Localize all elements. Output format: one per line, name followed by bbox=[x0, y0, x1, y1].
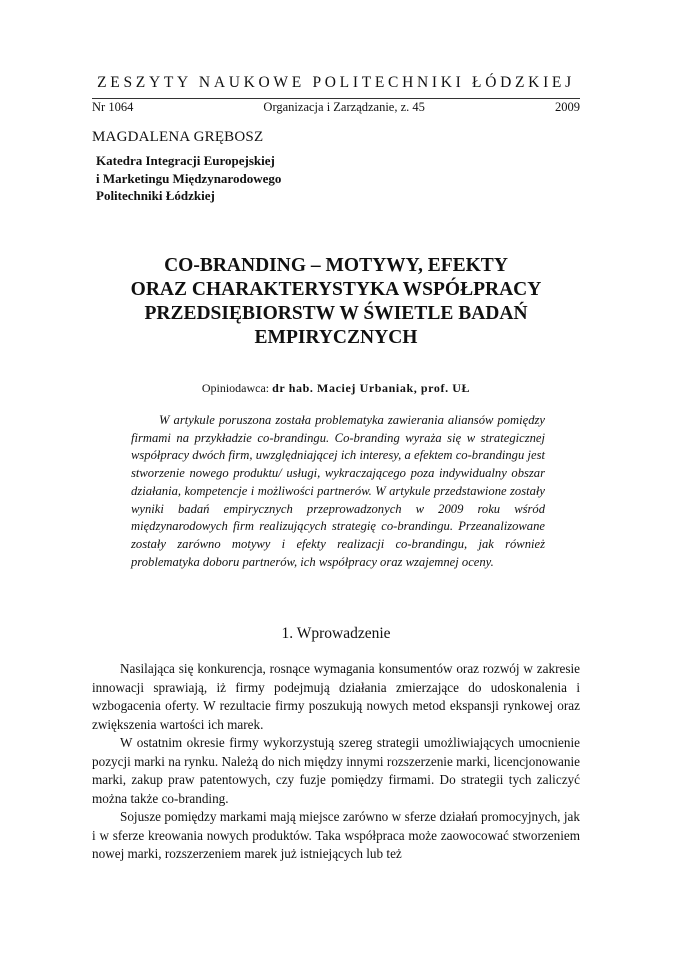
paper-title bbox=[92, 254, 580, 350]
title-line: CO-BRANDING – MOTYWY, EFEKTY bbox=[164, 255, 508, 276]
reviewer-label: Opiniodawca: bbox=[201, 381, 270, 395]
body-paragraph: W ostatnim okresie firmy wykorzystują szereg strategii umożliwiających umocnienie pozycji marki na rynku. Należą do nich między innymi rozszerzenie marki, licencjonowanie marki, zakup praw patentowych, czy fuzje pomiędzy firmami. Do strategii tych zaliczyć można także co-branding. bbox=[92, 735, 580, 806]
affiliation-line: i Marketingu Międzynarodowego bbox=[96, 170, 282, 186]
abstract-text: W artykule poruszona została problematyka zawierania aliansów pomiędzy firmami na przykładzie co-brandingu. Co-branding wyraża się w strategicznej współpracy dwóch firm, uwzględniającej ich interesy, a efektem co-brandingu jest stworzenie nowego produktu/ usługi, wykraczającego poza indywidualny obszar działania, kompetencje i możliwości partnerów. W artykule przedstawione zostały wyniki badań empirycznych przeprowadzonych w 2009 roku wśród międzynarodowych firm realizujących strategię co-brandingu. Przeanalizowane zostały zarówno motywy i efekty realizacji co-brandingu, jak również problematyka doboru partnerów, ich współpracy oraz wzajemnej oceny. bbox=[131, 413, 545, 569]
body-paragraph: Sojusze pomiędzy markami mają miejsce zarówno w sferze działań promocyjnych, jak i w sferze kreowania nowych produktów. Taka współpraca może zaowocować stworzeniem nowej marki, rozszerzeniem marek już istniejących lub też bbox=[92, 809, 580, 861]
title-line: PRZEDSIĘBIORSTW W ŚWIETLE BADAŃ bbox=[144, 303, 528, 324]
issue-year: 2009 bbox=[555, 100, 580, 114]
author-affiliation bbox=[96, 152, 281, 205]
title-line: EMPIRYCZNYCH bbox=[254, 327, 418, 348]
issue-line bbox=[92, 98, 580, 115]
series-name: Organizacja i Zarządzanie, z. 45 bbox=[263, 100, 425, 114]
reviewer-name: dr hab. Maciej Urbaniak, prof. UŁ bbox=[272, 381, 471, 395]
body-paragraph: Nasilająca się konkurencja, rosnące wymagania konsumentów oraz rozwój w zakresie innowacji sprawiają, iż firmy podejmują działania zmierzające do udoskonalenia i wzbogacenia oferty. W rezultacie firmy poszukują nowych metod ekspansji rynkowej oraz zwiększenia wartości ich marek. bbox=[92, 661, 580, 732]
journal-name: ZESZYTY NAUKOWE POLITECHNIKI ŁÓDZKIEJ bbox=[97, 74, 575, 91]
author-name: MAGDALENA GRĘBOSZ bbox=[92, 129, 264, 145]
issue-number: Nr 1064 bbox=[92, 100, 134, 114]
title-line: ORAZ CHARAKTERYSTYKA WSPÓŁPRACY bbox=[130, 279, 542, 300]
section-heading: 1. Wprowadzenie bbox=[281, 625, 391, 642]
section-body bbox=[92, 660, 580, 864]
reviewer-line bbox=[92, 381, 580, 396]
affiliation-line: Katedra Integracji Europejskiej bbox=[96, 153, 275, 168]
abstract bbox=[131, 412, 545, 571]
affiliation-line: Politechniki Łódzkiej bbox=[96, 188, 215, 203]
